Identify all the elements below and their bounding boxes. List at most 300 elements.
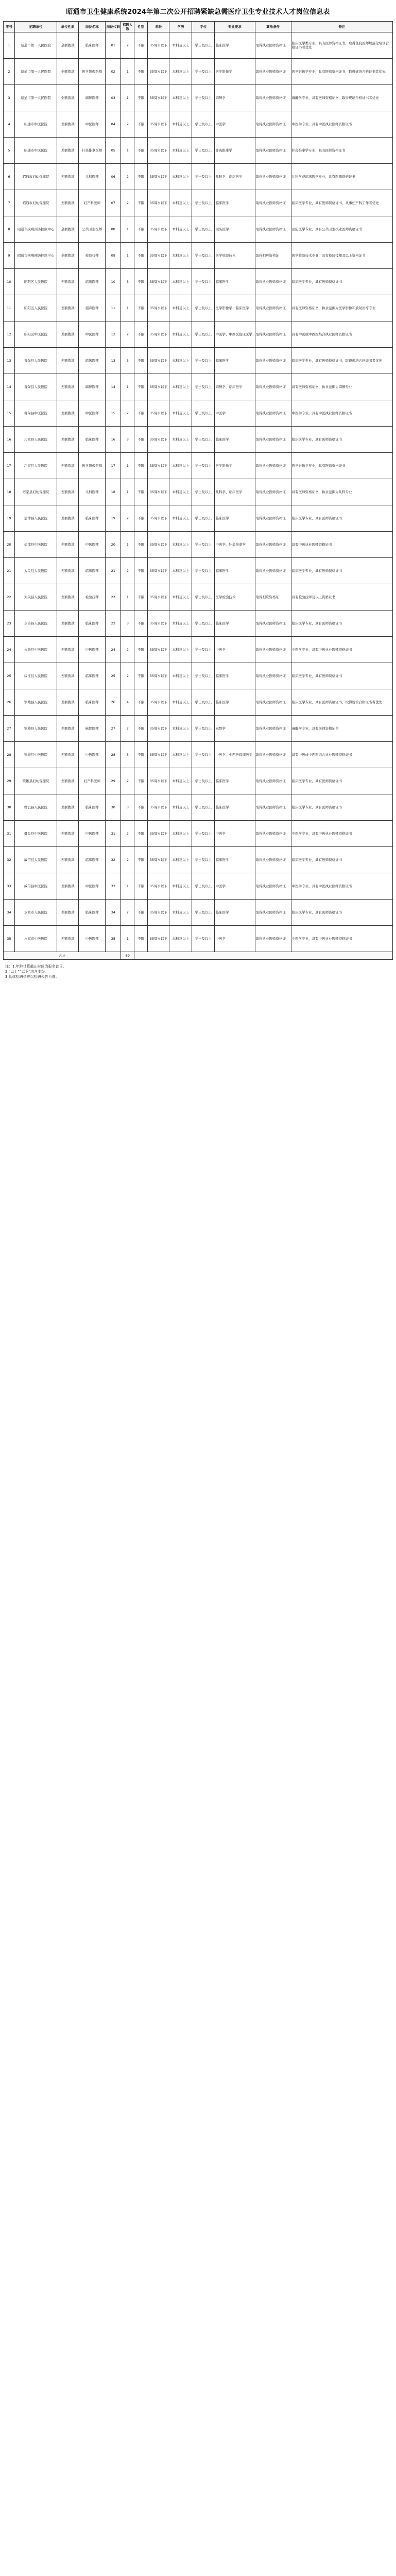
table-cell: 检验技师 [79,243,106,269]
table-cell: 2 [4,59,15,85]
table-cell: 全额拨款 [57,32,79,59]
table-cell: 24 [106,637,121,663]
table-cell: 差额拨款 [57,926,79,952]
table-cell: 学士及以上 [192,742,215,768]
table-cell: 3 [121,794,134,821]
document-title: 昭通市卫生健康系统2024年第二次公开招聘紧缺急需医疗卫生专业技术人才岗位信息表 [66,8,330,16]
table-cell: 35周岁以下 [148,321,169,348]
table-cell: 不限 [134,716,148,742]
table-cell: 不限 [134,584,148,611]
table-cell: 31 [106,821,121,847]
table-row [4,821,393,847]
table-cell: 2 [121,637,134,663]
table-cell: 9 [4,243,15,269]
table-cell: 学士及以上 [192,164,215,190]
table-cell: 医学检验技术专业，具有检验技师及以上资格证书 [291,243,392,269]
table-cell: 中医学 [215,926,255,952]
table-cell: 学士及以上 [192,269,215,295]
table-cell: 临床医学专业，具有医师资格证书，从事妇产科工作者优先 [291,190,392,216]
table-cell: 临床医学专业，具有医师资格证书 [291,505,392,532]
table-cell: 35周岁以下 [148,32,169,59]
table-cell: 本科及以上 [169,926,192,952]
table-cell: 35周岁以下 [148,873,169,900]
table-cell: 取得执业医师资格证 [255,637,291,663]
column-header: 学历 [169,22,192,32]
table-cell: 临床医学专业，具有医师资格证书 [291,900,392,926]
table-cell: 学士及以上 [192,926,215,952]
table-row [4,269,393,295]
table-cell: 取得执业医师资格证 [255,321,291,348]
table-cell: 差额拨款 [57,768,79,794]
table-cell: 临床医师 [79,32,106,59]
table-cell: 不限 [134,138,148,164]
table-cell: 学士及以上 [192,348,215,374]
table-cell: 35周岁以下 [148,558,169,584]
table-cell: 本科及以上 [169,453,192,479]
table-cell: 中医医师 [79,821,106,847]
table-cell: 差额拨款 [57,689,79,716]
table-cell: 麻醉学 [215,85,255,111]
table-cell: 本科及以上 [169,558,192,584]
table-cell: 10 [4,269,15,295]
table-cell: 中医学专业，具有中医执业医师资格证书 [291,111,392,138]
table-cell: 差额拨款 [57,138,79,164]
table-cell: 1 [121,59,134,85]
table-cell: 具有医师资格证书，执业范围为麻醉专业 [291,374,392,400]
table-cell: 临床医学 [215,900,255,926]
table-cell: 23 [106,611,121,637]
table-cell: 20 [106,532,121,558]
table-cell: 中医学专业，具有中医执业医师资格证书 [291,400,392,427]
column-header: 备注 [291,22,392,32]
table-cell: 1 [121,926,134,952]
table-cell: 23 [4,611,15,637]
table-cell: 镇雄县中医医院 [15,742,57,768]
table-cell: 35周岁以下 [148,269,169,295]
table-cell: 临床医学专业，具有医师资格证书 [291,847,392,873]
table-cell: 不限 [134,243,148,269]
table-cell: 差额拨款 [57,663,79,689]
table-cell: 1 [121,532,134,558]
table-cell: 学士及以上 [192,216,215,243]
table-cell: 差额拨款 [57,190,79,216]
table-cell: 中医学、针灸推拿学 [215,532,255,558]
table-cell: 差额拨款 [57,505,79,532]
table-row [4,216,393,243]
table-cell: 学士及以上 [192,32,215,59]
table-cell: 35周岁以下 [148,768,169,794]
table-cell: 差额拨款 [57,558,79,584]
table-row [4,59,393,85]
table-cell: 昭阳区人民医院 [15,295,57,321]
table-cell: 麻醉医师 [79,716,106,742]
table-cell: 18 [4,479,15,505]
table-cell: 不限 [134,637,148,663]
table-cell: 1 [121,584,134,611]
table-cell: 昭通市第一人民医院 [15,32,57,59]
table-row [4,900,393,926]
table-cell: 不限 [134,663,148,689]
table-cell: 1 [121,295,134,321]
table-cell: 取得执业医师资格证 [255,138,291,164]
table-cell: 35周岁以下 [148,348,169,374]
table-cell: 具有检验技师及以上资格证书 [291,584,392,611]
table-cell: 本科及以上 [169,111,192,138]
table-cell: 33 [4,873,15,900]
table-cell: 35周岁以下 [148,111,169,138]
table-cell: 中医医师 [79,321,106,348]
table-cell: 麻醉学 [215,716,255,742]
table-row [4,794,393,821]
table-cell: 差额拨款 [57,742,79,768]
table-row [4,873,393,900]
table-cell: 取得执业医师资格证 [255,663,291,689]
table-cell: 05 [106,138,121,164]
table-cell: 巧家县妇幼保健院 [15,479,57,505]
table-cell: 学士及以上 [192,295,215,321]
table-cell: 学士及以上 [192,873,215,900]
table-row [4,164,393,190]
table-cell: 不限 [134,400,148,427]
table-cell: 取得执业医师资格证 [255,611,291,637]
column-header: 其他条件 [255,22,291,32]
table-cell: 全额拨款 [57,85,79,111]
table-cell: 1 [121,216,134,243]
table-cell: 临床医学专业，具有医师资格证书 [291,768,392,794]
table-cell: 34 [4,900,15,926]
table-cell: 21 [106,558,121,584]
table-cell: 07 [106,190,121,216]
table-cell: 不限 [134,427,148,453]
table-cell: 3 [4,85,15,111]
table-cell: 29 [106,768,121,794]
table-cell: 学士及以上 [192,138,215,164]
table-cell: 临床医学 [215,689,255,716]
table-cell: 35周岁以下 [148,243,169,269]
table-cell: 28 [106,742,121,768]
table-cell: 医学检验技术 [215,243,255,269]
table-cell: 取得执业医师资格证 [255,821,291,847]
table-row [4,742,393,768]
table-cell: 09 [106,243,121,269]
table-cell: 昭通市疾病预防控制中心 [15,216,57,243]
table-row [4,505,393,532]
table-cell: 差额拨款 [57,348,79,374]
table-cell: 取得执业医师资格证 [255,269,291,295]
table-cell: 差额拨款 [57,295,79,321]
table-cell: 2 [121,821,134,847]
table-row [4,348,393,374]
table-cell: 2 [121,558,134,584]
table-cell: 学士及以上 [192,59,215,85]
table-cell: 35周岁以下 [148,611,169,637]
table-cell: 昭阳区人民医院 [15,269,57,295]
table-row [4,611,393,637]
table-cell: 2 [121,32,134,59]
table-cell: 27 [106,716,121,742]
table-cell: 22 [4,584,15,611]
table-cell: 本科及以上 [169,847,192,873]
table-cell: 差额拨款 [57,873,79,900]
table-cell: 中医学 [215,400,255,427]
table-cell: 取得执业医师资格证 [255,716,291,742]
table-cell: 医学检验技术 [215,584,255,611]
table-cell: 19 [106,505,121,532]
table-cell: 本科及以上 [169,400,192,427]
table-row [4,85,393,111]
table-row [4,716,393,742]
table-cell: 2 [121,321,134,348]
table-cell: 35周岁以下 [148,716,169,742]
column-header: 单位性质 [57,22,79,32]
table-row [4,453,393,479]
table-cell: 取得执业医师资格证 [255,794,291,821]
table-cell: 全额拨款 [57,59,79,85]
table-cell: 麻醉医师 [79,85,106,111]
table-cell: 儿科医师 [79,479,106,505]
table-cell: 2 [121,400,134,427]
table-cell: 差额拨款 [57,532,79,558]
table-cell: 差额拨款 [57,794,79,821]
table-cell: 取得执业医师资格证 [255,847,291,873]
table-cell: 不限 [134,111,148,138]
table-cell: 本科及以上 [169,873,192,900]
table-cell: 水富市中医医院 [15,926,57,952]
table-cell: 21 [4,558,15,584]
table-cell: 学士及以上 [192,584,215,611]
table-cell: 临床医学 [215,32,255,59]
table-cell: 不限 [134,453,148,479]
table-cell: 本科及以上 [169,794,192,821]
table-cell: 本科及以上 [169,900,192,926]
table-cell: 学士及以上 [192,663,215,689]
table-cell: 中医学专业，具有中医执业医师资格证书 [291,821,392,847]
table-cell: 取得执业医师资格证 [255,742,291,768]
table-cell: 35周岁以下 [148,216,169,243]
table-cell: 本科及以上 [169,164,192,190]
table-cell: 13 [4,348,15,374]
table-cell: 取得执业医师资格证 [255,374,291,400]
table-cell: 不限 [134,873,148,900]
table-row [4,374,393,400]
table-cell: 具有中医或中西医结合执业医师资格证书 [291,321,392,348]
table-cell: 取得执业医师资格证 [255,59,291,85]
table-cell: 35周岁以下 [148,532,169,558]
table-cell: 妇产科医师 [79,768,106,794]
table-cell: 差额拨款 [57,164,79,190]
table-cell: 2 [121,768,134,794]
table-cell: 差额拨款 [57,400,79,427]
table-cell: 永善县中医医院 [15,637,57,663]
table-cell: 本科及以上 [169,243,192,269]
table-cell: 25 [4,663,15,689]
table-cell: 35周岁以下 [148,59,169,85]
table-row [4,926,393,952]
table-cell: 取得执业医师资格证 [255,32,291,59]
table-cell: 临床医学专业，具有医师资格证书 [291,427,392,453]
table-cell: 本科及以上 [169,269,192,295]
table-cell: 临床医学 [215,190,255,216]
table-cell: 麻醉学专业，具有医师资格证书 [291,716,392,742]
table-cell: 取得执业医师资格证 [255,111,291,138]
table-cell: 1 [121,453,134,479]
table-cell: 35周岁以下 [148,926,169,952]
table-cell: 临床医师 [79,558,106,584]
table-cell: 取得执业医师资格证 [255,295,291,321]
table-cell: 差额拨款 [57,453,79,479]
table-cell: 取得执业医师资格证 [255,164,291,190]
table-row [4,637,393,663]
table-cell: 取得执业医师资格证 [255,190,291,216]
table-cell: 3 [121,611,134,637]
subtotal-value: 69 [121,952,134,960]
table-cell: 本科及以上 [169,348,192,374]
table-cell: 24 [4,637,15,663]
table-cell: 学士及以上 [192,768,215,794]
table-cell: 12 [4,321,15,348]
table-cell: 1 [121,85,134,111]
table-cell: 13 [106,348,121,374]
table-cell: 1 [121,873,134,900]
table-cell: 医学影像医师 [79,453,106,479]
table-cell: 学士及以上 [192,794,215,821]
table-cell: 35周岁以下 [148,794,169,821]
table-cell: 昭通市疾病预防控制中心 [15,243,57,269]
table-cell: 中医学专业，具有中医执业医师资格证书 [291,873,392,900]
table-cell: 7 [4,190,15,216]
table-cell: 35周岁以下 [148,689,169,716]
table-cell: 水富市人民医院 [15,900,57,926]
table-cell: 本科及以上 [169,427,192,453]
table-cell: 2 [121,111,134,138]
table-cell: 临床医师 [79,348,106,374]
table-cell: 28 [4,742,15,768]
table-cell: 不限 [134,532,148,558]
table-cell: 学士及以上 [192,505,215,532]
table-cell: 大关县人民医院 [15,558,57,584]
table-cell: 临床医学 [215,348,255,374]
table-cell: 本科及以上 [169,138,192,164]
table-cell: 本科及以上 [169,637,192,663]
table-cell: 临床医师 [79,505,106,532]
table-cell: 医学影像医师 [79,59,106,85]
table-cell: 差额拨款 [57,479,79,505]
table-cell: 取得执业医师资格证 [255,216,291,243]
table-cell: 14 [106,374,121,400]
table-cell: 临床医学 [215,427,255,453]
table-cell: 中医学 [215,821,255,847]
table-cell: 威信县人民医院 [15,847,57,873]
table-cell: 学士及以上 [192,321,215,348]
table-cell: 昭通市中医医院 [15,111,57,138]
table-cell: 临床医师 [79,663,106,689]
table-cell: 中医学专业，具有中医执业医师资格证书 [291,926,392,952]
table-cell: 35周岁以下 [148,400,169,427]
table-cell: 临床医师 [79,900,106,926]
table-cell: 中医学 [215,111,255,138]
column-header: 岗位名称 [79,22,106,32]
table-cell: 学士及以上 [192,453,215,479]
table-cell: 35 [106,926,121,952]
table-cell: 预防医学 [215,216,255,243]
table-cell: 1 [121,374,134,400]
table-cell: 取得执业医师资格证 [255,505,291,532]
subtotal-row [4,952,393,960]
table-cell: 本科及以上 [169,584,192,611]
table-cell: 04 [106,111,121,138]
table-cell: 2 [121,505,134,532]
table-cell: 全额拨款 [57,243,79,269]
table-cell: 不限 [134,794,148,821]
recruitment-table [3,21,393,960]
table-cell: 取得执业医师资格证 [255,558,291,584]
table-cell: 儿科学或临床医学专业，具有医师资格证书 [291,164,392,190]
table-cell: 35周岁以下 [148,821,169,847]
table-cell: 2 [121,663,134,689]
table-cell: 镇雄县妇幼保健院 [15,768,57,794]
table-cell: 16 [4,427,15,453]
table-cell: 1 [121,243,134,269]
table-cell: 3 [121,742,134,768]
table-body [4,32,393,960]
table-cell: 预防医学专业，具有公共卫生执业医师资格证书 [291,216,392,243]
table-cell: 取得执业医师资格证 [255,348,291,374]
table-row [4,584,393,611]
table-cell: 02 [106,59,121,85]
table-cell: 本科及以上 [169,532,192,558]
table-cell: 不限 [134,374,148,400]
table-cell: 本科及以上 [169,716,192,742]
table-cell: 绥江县人民医院 [15,663,57,689]
table-cell: 临床医学 [215,794,255,821]
table-cell: 学士及以上 [192,427,215,453]
table-cell: 本科及以上 [169,59,192,85]
table-cell: 35周岁以下 [148,427,169,453]
table-cell: 临床医学专业，具有医师资格证书，取得规培合格证书者优先 [291,348,392,374]
table-row [4,32,393,59]
table-cell: 27 [4,716,15,742]
table-cell: 12 [106,321,121,348]
table-cell: 中医医师 [79,873,106,900]
table-cell: 临床医师 [79,794,106,821]
table-cell: 不限 [134,900,148,926]
table-row [4,295,393,321]
table-cell: 不限 [134,32,148,59]
table-cell: 镇雄县人民医院 [15,716,57,742]
table-cell: 针灸推拿学 [215,138,255,164]
table-cell: 17 [4,453,15,479]
table-cell: 18 [106,479,121,505]
table-cell: 不限 [134,768,148,794]
table-cell: 取得执业医师资格证 [255,926,291,952]
table-cell: 巧家县人民医院 [15,453,57,479]
table-header-row [4,22,393,32]
table-cell: 1 [121,138,134,164]
table-row [4,479,393,505]
table-cell: 20 [4,532,15,558]
table-cell: 昭通市妇幼保健院 [15,190,57,216]
table-cell: 威信县中医医院 [15,873,57,900]
table-row [4,768,393,794]
table-cell: 3 [121,269,134,295]
table-cell: 学士及以上 [192,374,215,400]
table-cell: 取得执业医师资格证 [255,689,291,716]
table-cell: 医学影像学专业，具有医师资格证书，取得规培合格证书者优先 [291,59,392,85]
table-cell: 学士及以上 [192,637,215,663]
table-cell: 中医医师 [79,532,106,558]
table-cell: 永善县人民医院 [15,611,57,637]
table-cell: 巧家县人民医院 [15,427,57,453]
